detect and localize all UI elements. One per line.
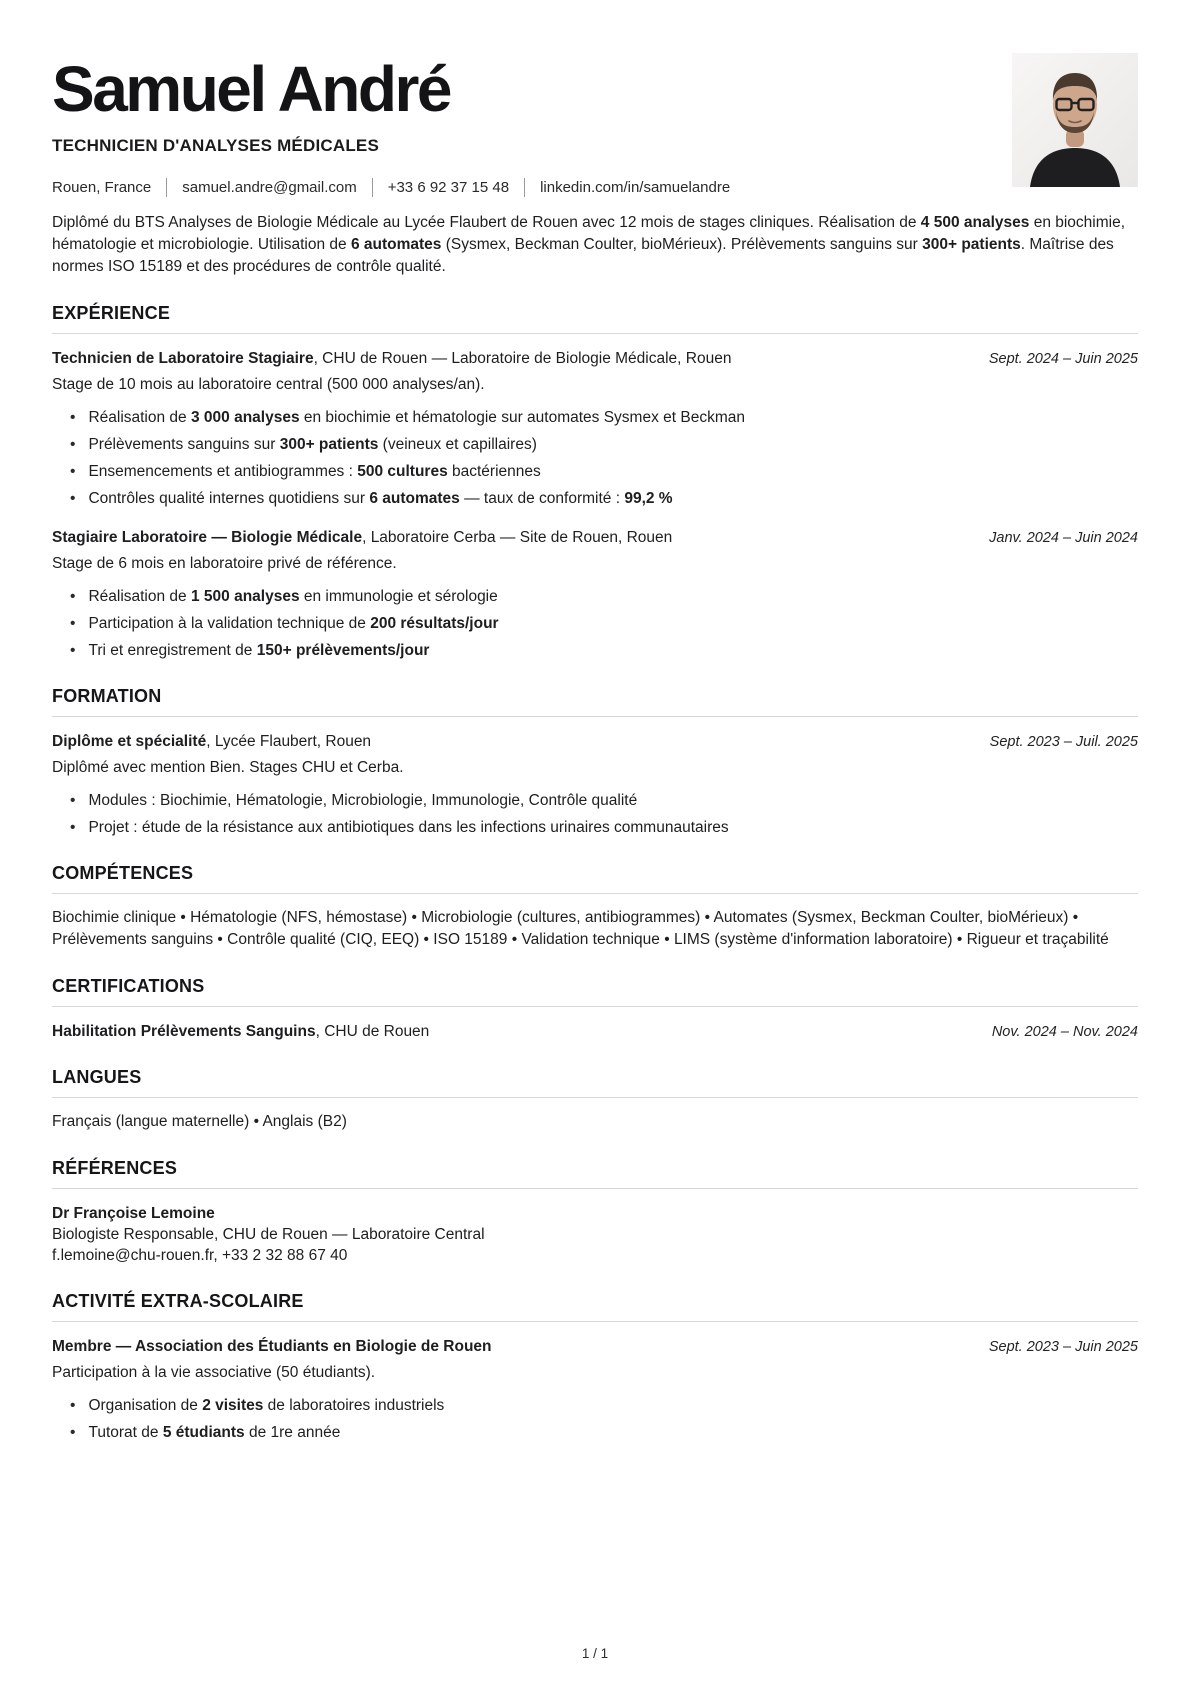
job-subtitle: Stage de 10 mois au laboratoire central (500 000 analyses/an). (52, 376, 485, 394)
education-subtitle: Diplômé avec mention Bien. Stages CHU et Cerba. (52, 759, 404, 777)
activity-dates: Sept. 2023 – Juin 2025 (988, 1339, 1138, 1356)
contact-separator (524, 178, 525, 197)
languages-text: Français (langue maternelle) • Anglais (B2) (52, 1113, 347, 1131)
bullet-text: • Contrôles qualité internes quotidiens sur 6 automates — taux de conformité : 99,2 % (88, 490, 673, 508)
education-entry (52, 731, 1138, 838)
section-heading-references: RÉFÉRENCES (52, 1158, 1138, 1189)
job-title-line: Stagiaire Laboratoire — Biologie Médicale, Laboratoire Cerba — Site de Rouen, Rouen (52, 529, 673, 547)
job-dates: Sept. 2024 – Juin 2025 (988, 351, 1138, 368)
section-heading-langues: LANGUES (52, 1067, 1138, 1098)
contact-phone: +33 6 92 37 15 48 (387, 179, 510, 197)
candidate-name: Samuel André (52, 53, 450, 125)
section-langues (52, 1067, 1138, 1133)
activity-subtitle: Participation à la vie associative (50 étudiants). (52, 1364, 376, 1382)
bullet-text: • Tri et enregistrement de 150+ prélèvements/jour (88, 642, 430, 660)
candidate-headline: TECHNICIEN D'ANALYSES MÉDICALES (52, 136, 379, 156)
bullet-item (52, 407, 1138, 428)
bullet-text: • Modules : Biochimie, Hématologie, Microbiologie, Immunologie, Contrôle qualité (88, 792, 638, 810)
bullet-list (52, 1395, 1138, 1443)
contact-separator (372, 178, 373, 197)
reference-contact: f.lemoine@chu-rouen.fr, +33 2 32 88 67 40 (52, 1247, 348, 1265)
job-title-line: Technicien de Laboratoire Stagiaire, CHU de Rouen — Laboratoire de Biologie Médicale, Rouen (52, 350, 732, 368)
activity-head (52, 1336, 1138, 1357)
section-competences (52, 863, 1138, 951)
activity-entry (52, 1336, 1138, 1443)
job-entry (52, 527, 1138, 661)
section-heading-extra: ACTIVITÉ EXTRA-SCOLAIRE (52, 1291, 1138, 1322)
page-indicator: 1 / 1 (581, 1646, 609, 1661)
bullet-text: • Participation à la validation technique de 200 résultats/jour (88, 615, 499, 633)
bullet-item (52, 488, 1138, 509)
bullet-list (52, 407, 1138, 509)
contact-linkedin: linkedin.com/in/samuelandre (540, 179, 731, 197)
bullet-item (52, 817, 1138, 838)
job-subtitle: Stage de 6 mois en laboratoire privé de référence. (52, 555, 397, 573)
section-extra (52, 1291, 1138, 1443)
bullet-text: • Tutorat de 5 étudiants de 1re année (88, 1424, 341, 1442)
bullet-text: • Ensemencements et antibiogrammes : 500 cultures bactériennes (88, 463, 541, 481)
bullet-item (52, 461, 1138, 482)
bullet-item (52, 434, 1138, 455)
certification-dates: Nov. 2024 – Nov. 2024 (991, 1024, 1138, 1041)
education-head (52, 731, 1138, 752)
education-dates: Sept. 2023 – Juil. 2025 (989, 734, 1138, 751)
contact-separator (166, 178, 167, 197)
skills-text: Biochimie clinique • Hématologie (NFS, hémostase) • Microbiologie (cultures, antibiogrammes) • Automates (Sysmex, Beckman Coulter, bioMérieux) • Prélèvements sanguins • Contrôle qualité (CIQ, EEQ) • ISO 15189 • Validation technique • LIMS (système d'information laboratoire) • Rigueur et traçabilité (52, 909, 1109, 949)
section-heading-experience: EXPÉRIENCE (52, 303, 1138, 334)
contact-bar (52, 178, 1012, 197)
bullet-list (52, 586, 1138, 661)
section-heading-competences: COMPÉTENCES (52, 863, 1138, 894)
bullet-item (52, 1422, 1138, 1443)
section-certifications (52, 976, 1138, 1042)
job-head (52, 348, 1138, 369)
job-dates: Janv. 2024 – Juin 2024 (989, 530, 1138, 547)
reference-role: Biologiste Responsable, CHU de Rouen — Laboratoire Central (52, 1226, 485, 1244)
section-heading-certifications: CERTIFICATIONS (52, 976, 1138, 1007)
profile-photo (1012, 53, 1138, 187)
contact-location: Rouen, France (52, 179, 152, 197)
header (52, 50, 1138, 197)
section-references (52, 1158, 1138, 1266)
job-entry (52, 348, 1138, 509)
education-title-line: Diplôme et spécialité, Lycée Flaubert, Rouen (52, 733, 372, 751)
header-text (52, 50, 1012, 197)
bullet-text: • Projet : étude de la résistance aux antibiotiques dans les infections urinaires communautaires (88, 819, 729, 837)
bullet-item (52, 613, 1138, 634)
certification-head (52, 1021, 1138, 1042)
contact-email: samuel.andre@gmail.com (182, 179, 357, 197)
section-heading-formation: FORMATION (52, 686, 1138, 717)
bullet-text: • Prélèvements sanguins sur 300+ patients (veineux et capillaires) (88, 436, 537, 454)
bullet-item (52, 640, 1138, 661)
job-head (52, 527, 1138, 548)
certification-title-line: Habilitation Prélèvements Sanguins, CHU de Rouen (52, 1023, 430, 1041)
bullet-text: • Réalisation de 1 500 analyses en immunologie et sérologie (88, 588, 498, 606)
bullet-text: • Organisation de 2 visites de laboratoires industriels (88, 1397, 445, 1415)
certification-entry (52, 1021, 1138, 1042)
reference-name: Dr Françoise Lemoine (52, 1205, 215, 1223)
bullet-list (52, 790, 1138, 838)
bullet-item (52, 586, 1138, 607)
bullet-text: • Réalisation de 3 000 analyses en biochimie et hématologie sur automates Sysmex et Beckman (88, 409, 745, 427)
section-experience (52, 303, 1138, 661)
bullet-item (52, 790, 1138, 811)
activity-title-line: Membre — Association des Étudiants en Biologie de Rouen (52, 1338, 492, 1356)
bullet-item (52, 1395, 1138, 1416)
summary-text: Diplômé du BTS Analyses de Biologie Médicale au Lycée Flaubert de Rouen avec 12 mois de stages cliniques. Réalisation de 4 500 analyses en biochimie, hématologie et microbiologie. Utilisation de 6 automates (Sysmex, Beckman Coulter, bioMérieux). Prélèvements sanguins sur 300+ patients. Maîtrise des normes ISO 15189 et des procédures de contrôle qualité. (52, 214, 1126, 276)
section-formation (52, 686, 1138, 838)
